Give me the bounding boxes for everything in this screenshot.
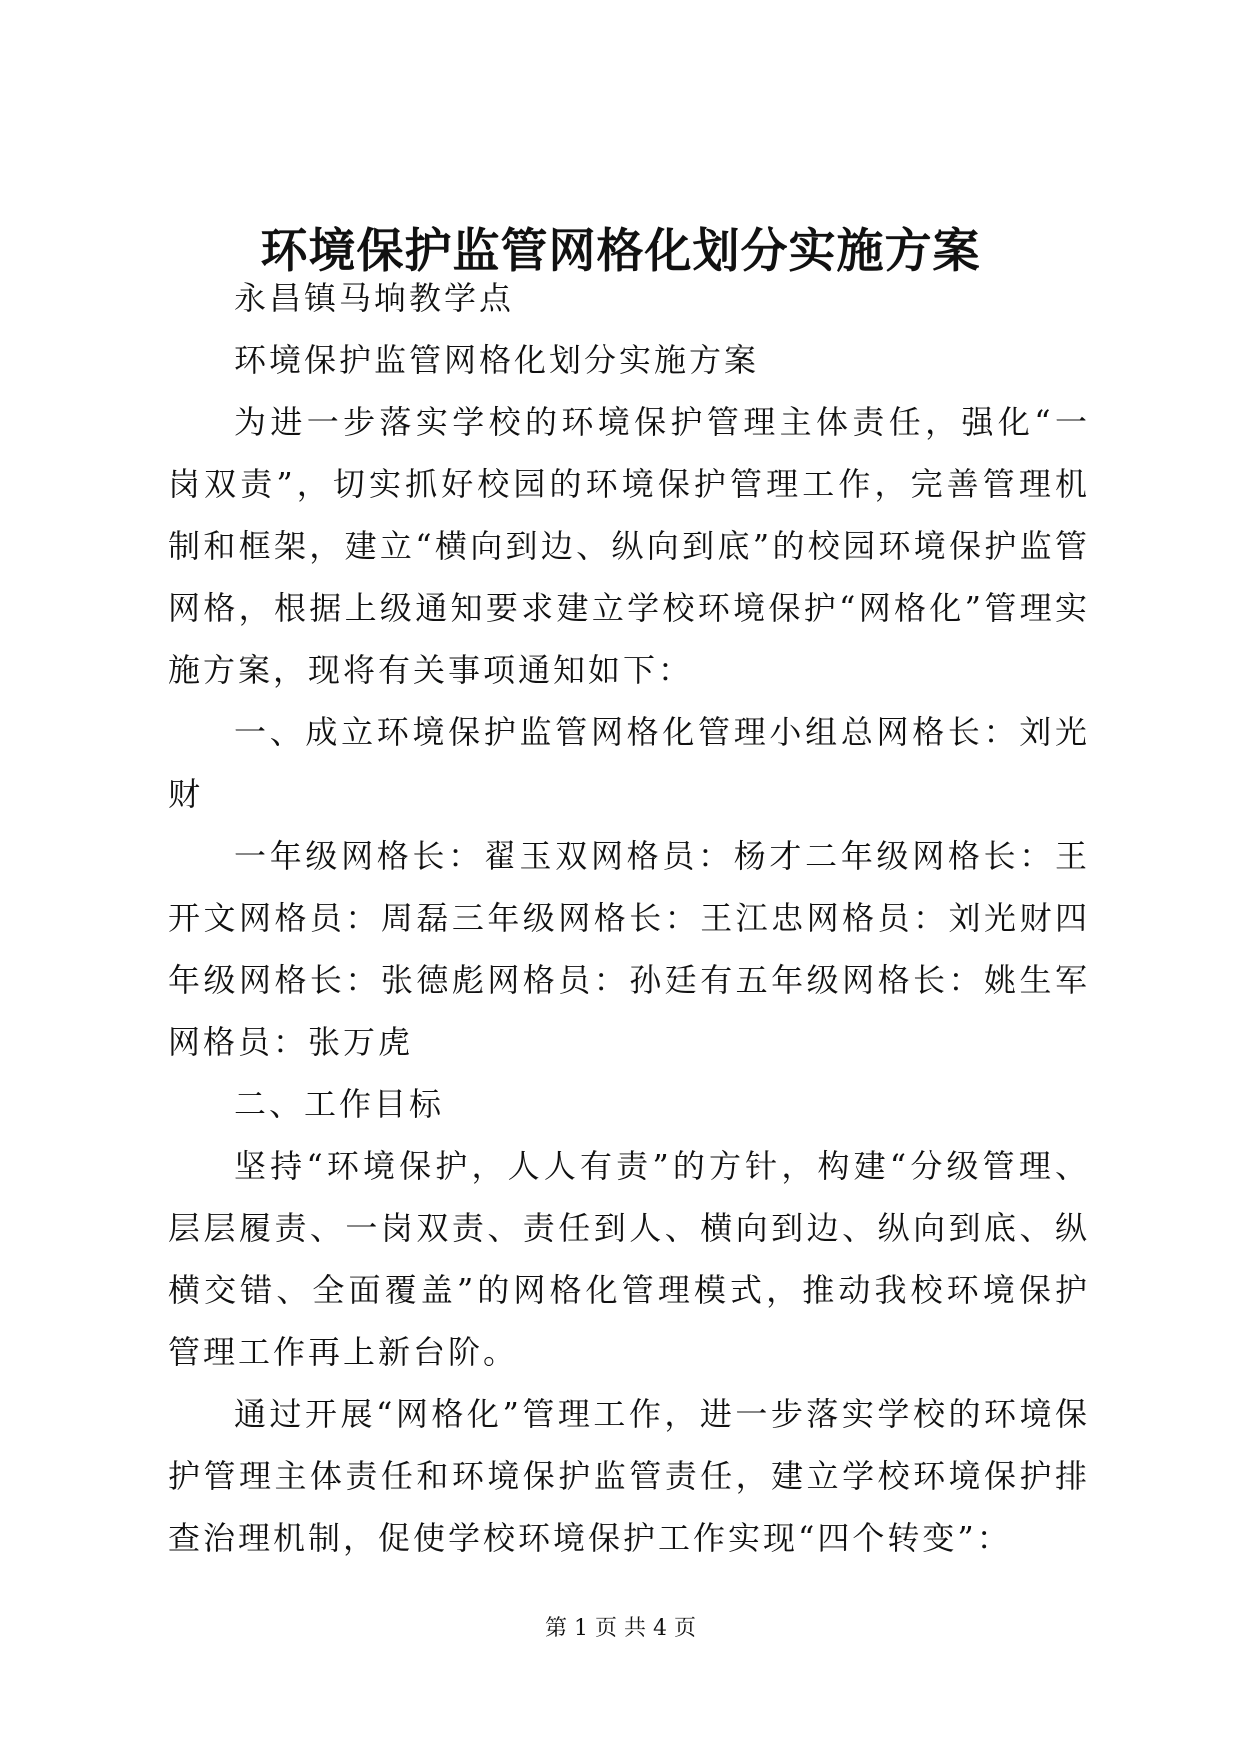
document-body	[168, 267, 1090, 1569]
implementation-paragraph: 通过开展“网格化”管理工作，进一步落实学校的环境保护管理主体责任和环境保护监管责任，建立学校环境保护排查治理机制，促使学校环境保护工作实现“四个转变”：	[168, 1395, 1090, 1557]
page-footer: 第 1 页 共 4 页	[545, 1616, 696, 1641]
subtitle: 环境保护监管网格化划分实施方案	[234, 341, 760, 379]
intro-paragraph: 为进一步落实学校的环境保护管理主体责任，强化“一岗双责”，切实抓好校园的环境保护管理工作，完善管理机制和框架，建立“横向到边、纵向到底”的校园环境保护监管网格，根据上级通知要求建立学校环境保护“网格化”管理实施方案，现将有关事项通知如下：	[168, 403, 1090, 689]
section-2-heading: 二、工作目标	[234, 1085, 445, 1123]
goal-paragraph: 坚持“环境保护，人人有责”的方针，构建“分级管理、层层履责、一岗双责、责任到人、横向到边、纵向到底、纵横交错、全面覆盖”的网格化管理模式，推动我校环境保护管理工作再上新台阶。	[168, 1147, 1090, 1371]
document-title: 环境保护监管网格化划分实施方案	[260, 224, 981, 279]
grid-assignments-paragraph: 一年级网格长：翟玉双网格员：杨才二年级网格长：王开文网格员：周磊三年级网格长：王江忠网格员：刘光财四年级网格长：张德彪网格员：孙廷有五年级网格长：姚生军网格员：张万虎	[168, 837, 1090, 1061]
section-1-heading: 一、成立环境保护监管网格化管理小组总网格长：刘光财	[168, 713, 1090, 813]
school-name: 永昌镇马垧教学点	[234, 279, 515, 317]
